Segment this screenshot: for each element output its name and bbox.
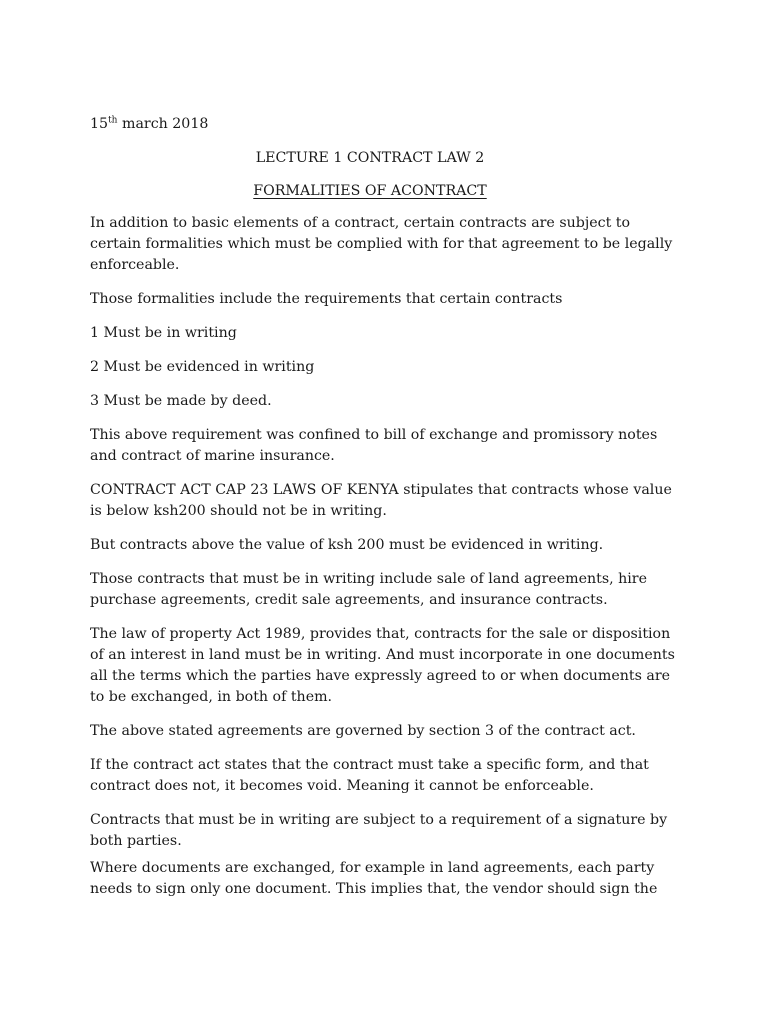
list-item: 2 Must be evidenced in writing <box>90 359 315 375</box>
date-rest: march 2018 <box>117 116 209 132</box>
paragraph: This above requirement was confined to bill of exchange and promissory notes and contract of marine insurance. <box>90 427 658 464</box>
list-item: 3 Must be made by deed. <box>90 393 272 409</box>
section-heading-text: FORMALITIES OF ACONTRACT <box>253 183 487 199</box>
paragraph: The above stated agreements are governed by section 3 of the contract act. <box>90 723 636 739</box>
paragraph: In addition to basic elements of a contract, certain contracts are subject to certain formalities which must be complied with for that agreement to be legally enforceable. <box>90 215 673 273</box>
date-ordinal: th <box>108 115 118 126</box>
document-body <box>90 213 675 913</box>
paragraph: The law of property Act 1989, provides that, contracts for the sale or disposition of an interest in land must be in writing. And must incorporate in one documents all the terms which the parties have expressly agreed to or when documents are to be exchanged, in both of them. <box>90 626 675 705</box>
lecture-title: LECTURE 1 CONTRACT LAW 2 <box>255 150 485 166</box>
list-item: 1 Must be in writing <box>90 325 237 341</box>
paragraph: Contracts that must be in writing are subject to a requirement of a signature by both parties. <box>90 812 668 849</box>
paragraph: Those formalities include the requirements that certain contracts <box>90 291 563 307</box>
paragraph: If the contract act states that the contract must take a specific form, and that contract does not, it becomes void. Meaning it cannot be enforceable. <box>90 757 649 794</box>
lecture-date <box>90 114 208 135</box>
paragraph: But contracts above the value of ksh 200 must be evidenced in writing. <box>90 537 604 553</box>
paragraph: Those contracts that must be in writing include sale of land agreements, hire purchase agreements, credit sale agreements, and insurance contracts. <box>90 571 647 608</box>
date-day: 15 <box>90 116 109 132</box>
paragraph: CONTRACT ACT CAP 23 LAWS OF KENYA stipulates that contracts whose value is below ksh200 should not be in writing. <box>90 482 672 519</box>
paragraph: Where documents are exchanged, for example in land agreements, each party needs to sign only one document. This implies that, the vendor should sign the <box>90 860 658 897</box>
section-heading <box>90 181 650 202</box>
